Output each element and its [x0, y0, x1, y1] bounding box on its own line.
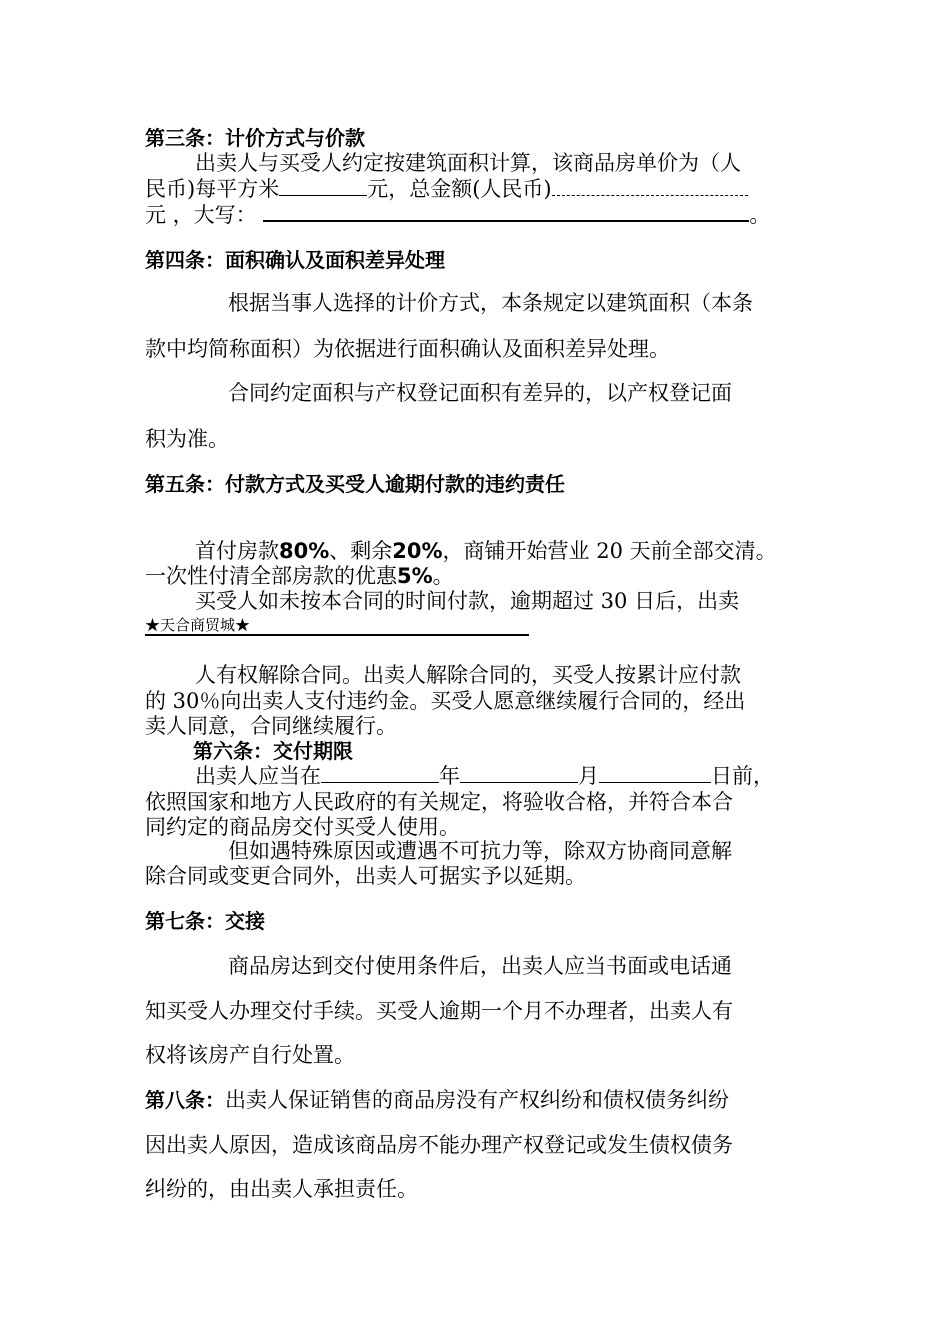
- unit-price-label: 民币)每平方米: [145, 177, 280, 201]
- article-5-line-3: 买受人如未按本合同的时间付款，逾期超过 30 日后，出卖: [195, 589, 740, 613]
- article-3-line-1: 出卖人与买受人约定按建筑面积计算，该商品房单价为（人: [195, 151, 741, 175]
- remainder-label: 、剩余: [329, 539, 393, 563]
- discount-label: 一次性付清全部房款的优惠: [145, 564, 397, 588]
- payment-deadline-text: ，商铺开始营业 20 天前全部交清。: [442, 539, 777, 563]
- unit-price-blank[interactable]: [279, 177, 367, 196]
- article-4-para-1-line-1: 根据当事人选择的计价方式，本条规定以建筑面积（本条: [228, 291, 753, 315]
- down-payment-percent: 80%: [279, 539, 330, 563]
- article-5-line-5: 的 30％向出卖人支付违约金。买受人愿意继续履行合同的，经出: [145, 689, 746, 713]
- article-7-line-3: 权将该房产自行处置。: [145, 1043, 355, 1067]
- article-8-line-3: 纠纷的，由出卖人承担责任。: [145, 1177, 418, 1201]
- article-8-label: 第八条：: [145, 1088, 225, 1112]
- down-payment-label: 首付房款: [195, 539, 279, 563]
- delivery-day-blank[interactable]: [599, 764, 711, 783]
- article-4-heading: 第四条：面积确认及面积差异处理: [145, 248, 445, 272]
- article-3-line-3: [145, 202, 770, 228]
- article-8-line-2: 因出卖人原因，造成该商品房不能办理产权登记或发生债权债务: [145, 1133, 733, 1157]
- article-7-line-2: 知买受人办理交付手续。买受人逾期一个月不办理者，出卖人有: [145, 999, 733, 1023]
- article-4-para-2-line-2: 积为准。: [145, 427, 229, 451]
- year-label: 年: [439, 764, 460, 788]
- delivery-year-blank[interactable]: [321, 764, 439, 783]
- total-amount-blank[interactable]: [552, 181, 748, 196]
- article-5-line-4: 人有权解除合同。出卖人解除合同的，买受人按累计应付款: [195, 663, 741, 687]
- article-8-line-1: [145, 1087, 729, 1113]
- article-5-line-6: 卖人同意，合同继续履行。: [145, 714, 397, 738]
- article-6-heading: 第六条：交付期限: [193, 739, 353, 763]
- remainder-percent: 20%: [392, 539, 443, 563]
- delivery-month-blank[interactable]: [460, 764, 578, 783]
- capital-amount-label: 元 ，大写：: [145, 203, 257, 227]
- page-footer: ★天合商贸城★: [145, 616, 529, 636]
- total-amount-label: 元，总金额(人民币): [367, 177, 552, 201]
- delivery-date-label: 出卖人应当在: [195, 764, 321, 788]
- article-3-line-2: [145, 176, 748, 202]
- day-label: 日前，: [711, 764, 774, 788]
- article-6-line-4: 但如遇特殊原因或遭遇不可抗力等，除双方协商同意解: [228, 839, 732, 863]
- article-6-line-3: 同约定的商品房交付买受人使用。: [145, 815, 460, 839]
- discount-percent: 5%: [397, 564, 433, 588]
- article-7-line-1: 商品房达到交付使用条件后，出卖人应当书面或电话通: [228, 954, 732, 978]
- discount-period: 。: [432, 564, 454, 588]
- article-3-period: 。: [749, 203, 771, 227]
- month-label: 月: [578, 764, 599, 788]
- article-3-heading: 第三条：计价方式与价款: [145, 126, 365, 150]
- article-6-line-1: [195, 763, 774, 789]
- article-6-line-5: 除合同或变更合同外，出卖人可据实予以延期。: [145, 864, 586, 888]
- article-5-line-1: [195, 538, 777, 564]
- article-4-para-2-line-1: 合同约定面积与产权登记面积有差异的，以产权登记面: [228, 381, 732, 405]
- article-8-text-1: 出卖人保证销售的商品房没有产权纠纷和债权债务纠纷: [225, 1088, 729, 1112]
- article-7-heading: 第七条：交接: [145, 909, 265, 933]
- capital-amount-blank[interactable]: [263, 204, 749, 222]
- article-5-heading: 第五条：付款方式及买受人逾期付款的违约责任: [145, 472, 565, 496]
- article-5-line-2: [145, 563, 454, 589]
- article-6-line-2: 依照国家和地方人民政府的有关规定，将验收合格，并符合本合: [145, 790, 733, 814]
- article-4-para-1-line-2: 款中均简称面积）为依据进行面积确认及面积差异处理。: [145, 337, 670, 361]
